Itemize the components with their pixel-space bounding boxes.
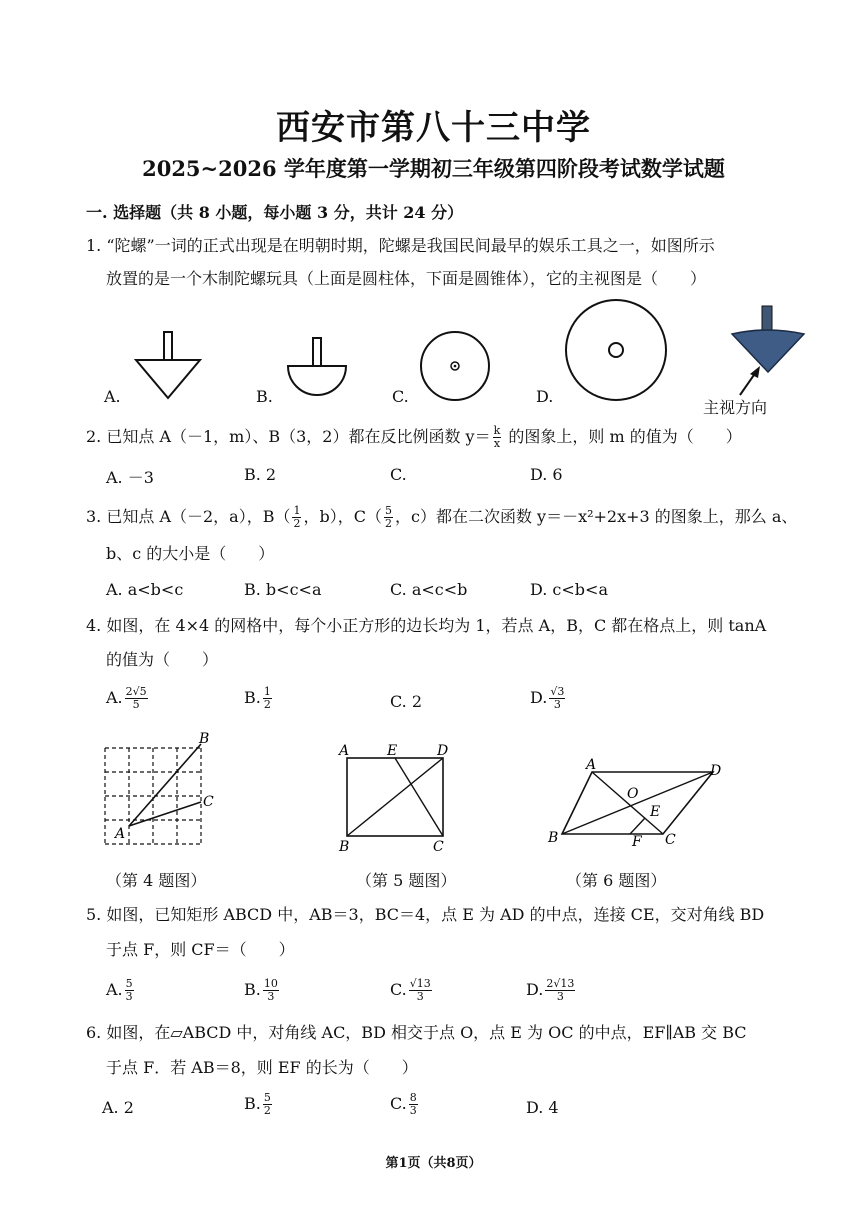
fig6-label-b: B xyxy=(548,830,559,846)
q4-line2: 的值为（ ） xyxy=(106,650,219,669)
q6-line1: 6. 如图，在▱ABCD 中，对角线 AC，BD 相交于点 O，点 E 为 OC 的中点，EF∥AB 交 BC xyxy=(86,1023,747,1042)
fig6-label-c: C xyxy=(665,832,676,848)
q3-option-b: B. b<c<a xyxy=(244,580,322,599)
fig6-label-e: E xyxy=(650,804,661,820)
q6-option-b: B. $\frac{5}{2}$ xyxy=(244,1091,271,1117)
q1-option-a: A. xyxy=(104,387,121,406)
fig4-label-b: B xyxy=(199,731,210,747)
option-d-circle xyxy=(566,300,666,400)
q5-option-a: A. $\frac{5}{3}$ xyxy=(106,977,133,1003)
q2-stem: 2. 已知点 A（－1，m）、B（3，2）都在反比例函数 y＝ $\frac{k}{x}$ 的图象上，则 m 的值为（ ） xyxy=(86,424,742,450)
q4-option-c: C. 2 xyxy=(390,692,423,711)
exam-title: 2025~2026 学年度第一学期初三年级第四阶段考试数学试题 xyxy=(142,156,725,181)
fig4-label-c: C xyxy=(203,794,214,810)
view-direction-label: 主视方向 xyxy=(703,398,768,417)
spinning-top-cone xyxy=(732,330,804,372)
fig6-label-d: D xyxy=(710,763,722,779)
fig5-label-d: D xyxy=(437,743,449,759)
q2-option-b: B. 2 xyxy=(244,465,277,484)
fig6-caption: （第 6 题图） xyxy=(566,871,667,890)
option-a-stem xyxy=(164,332,172,360)
fig5-label-c: C xyxy=(433,839,444,855)
q5-line1: 5. 如图，已知矩形 ABCD 中，AB＝3，BC＝4，点 E 为 AD 的中点，连接 CE，交对角线 BD xyxy=(86,905,765,924)
q1-line1: 1. “陀螺”一词的正式出现是在明朝时期，陀螺是我国民间最早的娱乐工具之一，如图所示 xyxy=(86,236,715,255)
q4-line1: 4. 如图，在 4×4 的网格中，每个小正方形的边长均为 1，若点 A，B，C 都在格点上，则 tanA xyxy=(86,616,767,635)
fig5-diagonal-bd xyxy=(347,758,443,836)
q3-option-a: A. a<b<c xyxy=(106,580,184,599)
q1-option-b: B. xyxy=(256,387,273,406)
q5-option-c: C. $\frac{√13}{3}$ xyxy=(390,977,431,1003)
fig6-diagonal-bd xyxy=(562,772,713,834)
q4-option-d: D. $\frac{√3}{3}$ xyxy=(530,685,565,711)
q1-option-c: C. xyxy=(392,387,409,406)
fig5-line-ce xyxy=(395,758,443,836)
fig6-label-a: A xyxy=(586,757,597,773)
fig6-line-ef xyxy=(630,818,645,834)
q3-stem: 3. 已知点 A（－2，a），B（ $\frac{1}{2}$ ，b），C（ $\frac{5}{2}$ ，c）都在二次函数 y＝－x²+2x+3 的图象上，那么 a、 xyxy=(86,504,798,530)
q1-line2: 放置的是一个木制陀螺玩具（上面是圆柱体，下面是圆锥体），它的主视图是（ ） xyxy=(106,269,707,288)
q3-option-d: D. c<b<a xyxy=(530,580,608,599)
fig6-label-o: O xyxy=(627,786,639,802)
fig4-caption: （第 4 题图） xyxy=(106,871,207,890)
q3-option-c: C. a<c<b xyxy=(390,580,468,599)
figures-row xyxy=(95,728,835,858)
fig6-diagonal-ac xyxy=(592,772,663,834)
q5-line2: 于点 F，则 CF＝（ ） xyxy=(106,940,295,959)
q5-option-b: B. $\frac{10}{3}$ xyxy=(244,977,278,1003)
q6-option-d: D. 4 xyxy=(526,1098,559,1117)
fig5-label-b: B xyxy=(339,839,350,855)
q6-option-a: A. 2 xyxy=(102,1098,134,1117)
school-title: 西安市第八十三中学 xyxy=(276,108,591,148)
q6-option-c: C. $\frac{8}{3}$ xyxy=(390,1091,417,1117)
q2-option-a: A. －3 xyxy=(106,468,154,487)
option-b-stem xyxy=(313,338,321,366)
q2-option-c: C. xyxy=(390,465,407,484)
fig4-label-a: A xyxy=(115,826,126,842)
option-b-half-disc xyxy=(288,366,346,395)
fig5-label-a: A xyxy=(339,743,350,759)
q2-option-d: D. 6 xyxy=(530,465,563,484)
q5-option-d: D. $\frac{2√13}{3}$ xyxy=(526,977,575,1003)
option-a-cone xyxy=(136,360,200,398)
fig6-label-f: F xyxy=(632,834,642,850)
page-footer: 第1页（共8页） xyxy=(385,1156,482,1171)
fig5-caption: （第 5 题图） xyxy=(356,871,457,890)
q3-line2: b、c 的大小是（ ） xyxy=(106,544,275,563)
q4-option-b: B. $\frac{1}{2}$ xyxy=(244,685,271,711)
section-heading: 一. 选择题（共 8 小题，每小题 3 分，共计 24 分） xyxy=(86,203,464,222)
q1-option-d: D. xyxy=(536,387,554,406)
q6-line2: 于点 F．若 AB＝8，则 EF 的长为（ ） xyxy=(106,1058,418,1077)
fig5-label-e: E xyxy=(387,743,398,759)
q4-option-a: A. $\frac{2√5}{5}$ xyxy=(106,685,147,711)
